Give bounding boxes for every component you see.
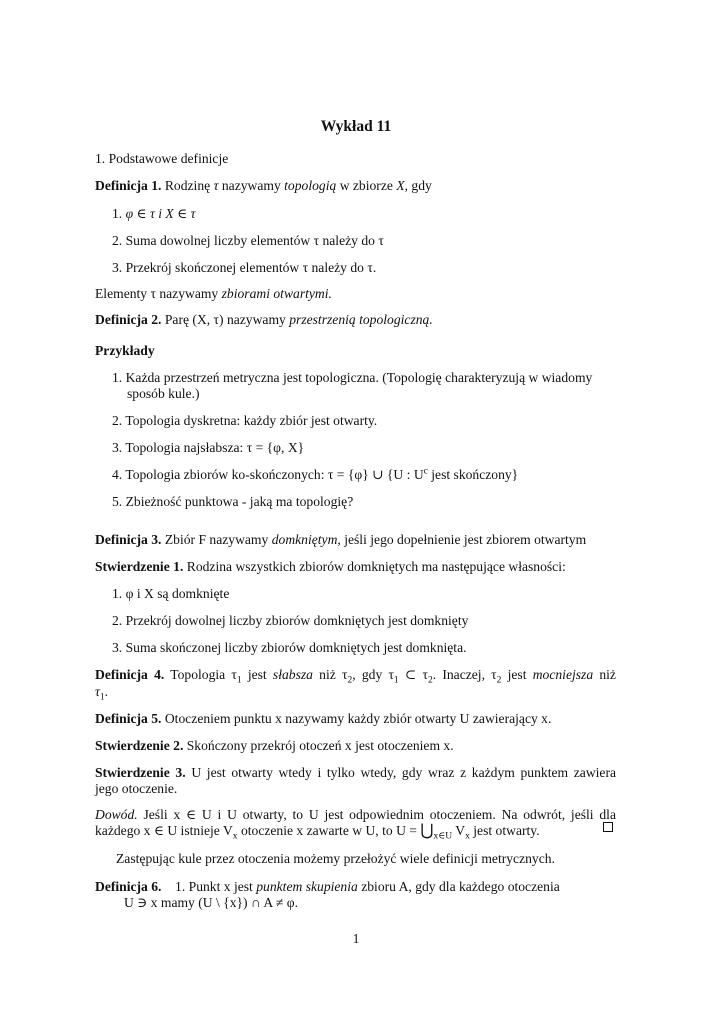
list-number: 1. <box>112 370 123 385</box>
proof-text: jest otwarty. <box>469 823 540 838</box>
definition-1-text: w zbiorze <box>339 178 393 193</box>
list-item <box>112 586 229 602</box>
superscript: c <box>423 466 428 477</box>
definition-3-text: Zbiór F nazywamy <box>164 532 269 547</box>
list-text: Przekrój dowolnej liczby zbiorów domkniętych jest domknięty <box>125 613 469 628</box>
list-text: Suma dowolnej liczby elementów τ należy do τ <box>125 233 384 248</box>
definition-6-term: punktem skupienia <box>256 879 358 894</box>
proposition-3 <box>95 765 616 781</box>
list-item <box>112 370 592 386</box>
page-number: 1 <box>352 931 360 946</box>
proof-text: V <box>452 823 466 838</box>
definition-3 <box>95 532 586 548</box>
definition-6-text: zbioru A, gdy dla każdego otoczenia <box>361 879 560 894</box>
list-number: 1. <box>112 206 123 221</box>
list-item <box>112 467 518 483</box>
definition-1-text: , gdy <box>404 178 432 193</box>
list-number: 2. <box>112 413 123 428</box>
list-text: φ i X są domknięte <box>125 586 230 601</box>
qed-square-icon <box>603 822 613 832</box>
definition-1-text: nazywamy <box>221 178 281 193</box>
definition-5-text: Otoczeniem punktu x nazywamy każdy zbiór otwarty U zawierający x. <box>164 711 552 726</box>
definition-2-term: przestrzenią topologiczną. <box>289 312 433 327</box>
examples-heading: Przykłady <box>95 343 155 358</box>
definition-4-text: . <box>104 684 109 699</box>
list-text: Przekrój skończonej elementów τ należy do τ. <box>125 260 377 275</box>
list-item <box>112 494 353 510</box>
list-item-continuation: sposób kule.) <box>127 386 200 401</box>
proof <box>95 807 616 823</box>
list-text: Topologia dyskretna: każdy zbiór jest otwarty. <box>125 413 378 428</box>
definition-2-text: Parę (X, τ) nazywamy <box>164 312 286 327</box>
list-item <box>112 640 467 656</box>
list-number: 3. <box>112 260 123 275</box>
lecture-title: Wykład 11 <box>320 118 392 135</box>
definition-4-text: jest <box>241 667 273 682</box>
subscript: x <box>232 831 238 842</box>
list-text: φ ∈ τ i X ∈ τ <box>125 206 196 221</box>
list-number: 3. <box>112 440 123 455</box>
proposition-3-label: Stwierdzenie 3. <box>95 765 186 780</box>
definition-4-text: jest <box>501 667 533 682</box>
open-sets-note <box>95 286 332 302</box>
list-text: jest skończony} <box>427 467 519 482</box>
list-item <box>112 613 468 629</box>
definition-3-text: jeśli jego dopełnienie jest zbiorem otwartym <box>344 532 587 547</box>
list-number: 5. <box>112 494 123 509</box>
definition-4-term: mocniejsza <box>532 667 594 682</box>
list-text: Suma skończonej liczby zbiorów domkniętych jest domknięta. <box>125 640 467 655</box>
definition-1-text: Rodzinę <box>164 178 211 193</box>
subscript: 1 <box>99 692 105 703</box>
list-text: Każda przestrzeń metryczna jest topologiczna. (Topologię charakteryzują w wiadomy <box>125 370 593 385</box>
list-item <box>112 233 384 249</box>
definition-3-label: Definicja 3. <box>95 532 162 547</box>
definition-6-continuation: U ∋ x mamy (U \ {x}) ∩ A ≠ φ. <box>124 895 298 910</box>
proposition-2 <box>95 738 454 754</box>
math-tau: τ <box>213 178 219 193</box>
list-item <box>112 260 376 276</box>
proof-text: otoczenie x zawarte w U, to U = <box>237 823 421 838</box>
definition-6 <box>95 879 560 895</box>
list-number: 4. <box>112 467 123 482</box>
proof-label: Dowód. <box>95 807 138 822</box>
definition-2 <box>95 312 433 328</box>
definition-3-term: domkniętym, <box>271 532 341 547</box>
list-text: Topologia zbiorów ko-skończonych: τ = {φ} ∪ {U : U <box>125 467 424 482</box>
note-term: zbiorami otwartymi. <box>221 286 332 301</box>
subscript: 2 <box>496 675 502 686</box>
definition-4-text: ⊂ τ <box>398 667 428 682</box>
definition-1 <box>95 178 432 194</box>
list-number: 2. <box>112 613 123 628</box>
list-item <box>112 440 304 456</box>
subscript: x <box>465 831 470 842</box>
note-text: Elementy τ nazywamy <box>95 286 219 301</box>
proof-text: każdego x ∈ U istnieje V <box>95 823 233 838</box>
math-x: X <box>396 178 405 193</box>
math-tau: τ <box>95 684 100 699</box>
proposition-2-label: Stwierdzenie 2. <box>95 738 184 753</box>
definition-2-label: Definicja 2. <box>95 312 162 327</box>
definition-4-text: . Inaczej, τ <box>432 667 497 682</box>
definition-4-label: Definicja 4. <box>95 667 165 682</box>
definition-4-text: , gdy τ <box>352 667 394 682</box>
proposition-3-continuation: jego otoczenie. <box>95 781 178 796</box>
big-union-symbol: ⋃ <box>420 822 434 839</box>
list-number: 3. <box>112 640 123 655</box>
definition-4-text: Topologia τ <box>170 667 237 682</box>
paragraph: Zastępując kule przez otoczenia możemy przełożyć wiele definicji metrycznych. <box>116 851 555 866</box>
definition-4 <box>95 667 616 686</box>
proposition-2-text: Skończony przekrój otoczeń x jest otoczeniem x. <box>186 738 454 753</box>
proof-text: Jeśli x ∈ U i U otwarty, to U jest odpowiednim otoczeniem. Na odwrót, jeśli dla <box>143 807 616 822</box>
proposition-1 <box>95 559 566 575</box>
definition-4-text: niż τ <box>312 667 348 682</box>
list-text: Zbieżność punktowa - jaką ma topologię? <box>125 494 354 509</box>
definition-1-term: topologią <box>284 178 337 193</box>
subscript: 1 <box>236 675 242 686</box>
definition-4-term: słabsza <box>272 667 313 682</box>
proposition-1-text: Rodzina wszystkich zbiorów domkniętych ma następujące własności: <box>186 559 566 574</box>
definition-5-label: Definicja 5. <box>95 711 162 726</box>
subscript: 2 <box>427 675 433 686</box>
list-item <box>112 206 195 222</box>
proposition-1-label: Stwierdzenie 1. <box>95 559 184 574</box>
definition-6-text: 1. Punkt x jest <box>175 879 253 894</box>
list-number: 2. <box>112 233 123 248</box>
definition-1-label: Definicja 1. <box>95 178 162 193</box>
definition-4-text: niż <box>593 667 616 682</box>
subscript: x∈U <box>433 831 453 842</box>
section-heading: 1. Podstawowe definicje <box>95 151 229 166</box>
list-number: 1. <box>112 586 123 601</box>
proposition-3-text: U jest otwarty wtedy i tylko wtedy, gdy wraz z każdym punktem zawiera <box>191 765 617 780</box>
proof-continuation <box>95 822 540 842</box>
subscript: 1 <box>393 675 399 686</box>
list-item <box>112 413 377 429</box>
definition-4-continuation <box>95 684 109 703</box>
definition-6-label: Definicja 6. <box>95 879 162 894</box>
definition-5 <box>95 711 551 727</box>
subscript: 2 <box>347 675 353 686</box>
list-text: Topologia najsłabsza: τ = {φ, X} <box>125 440 305 455</box>
